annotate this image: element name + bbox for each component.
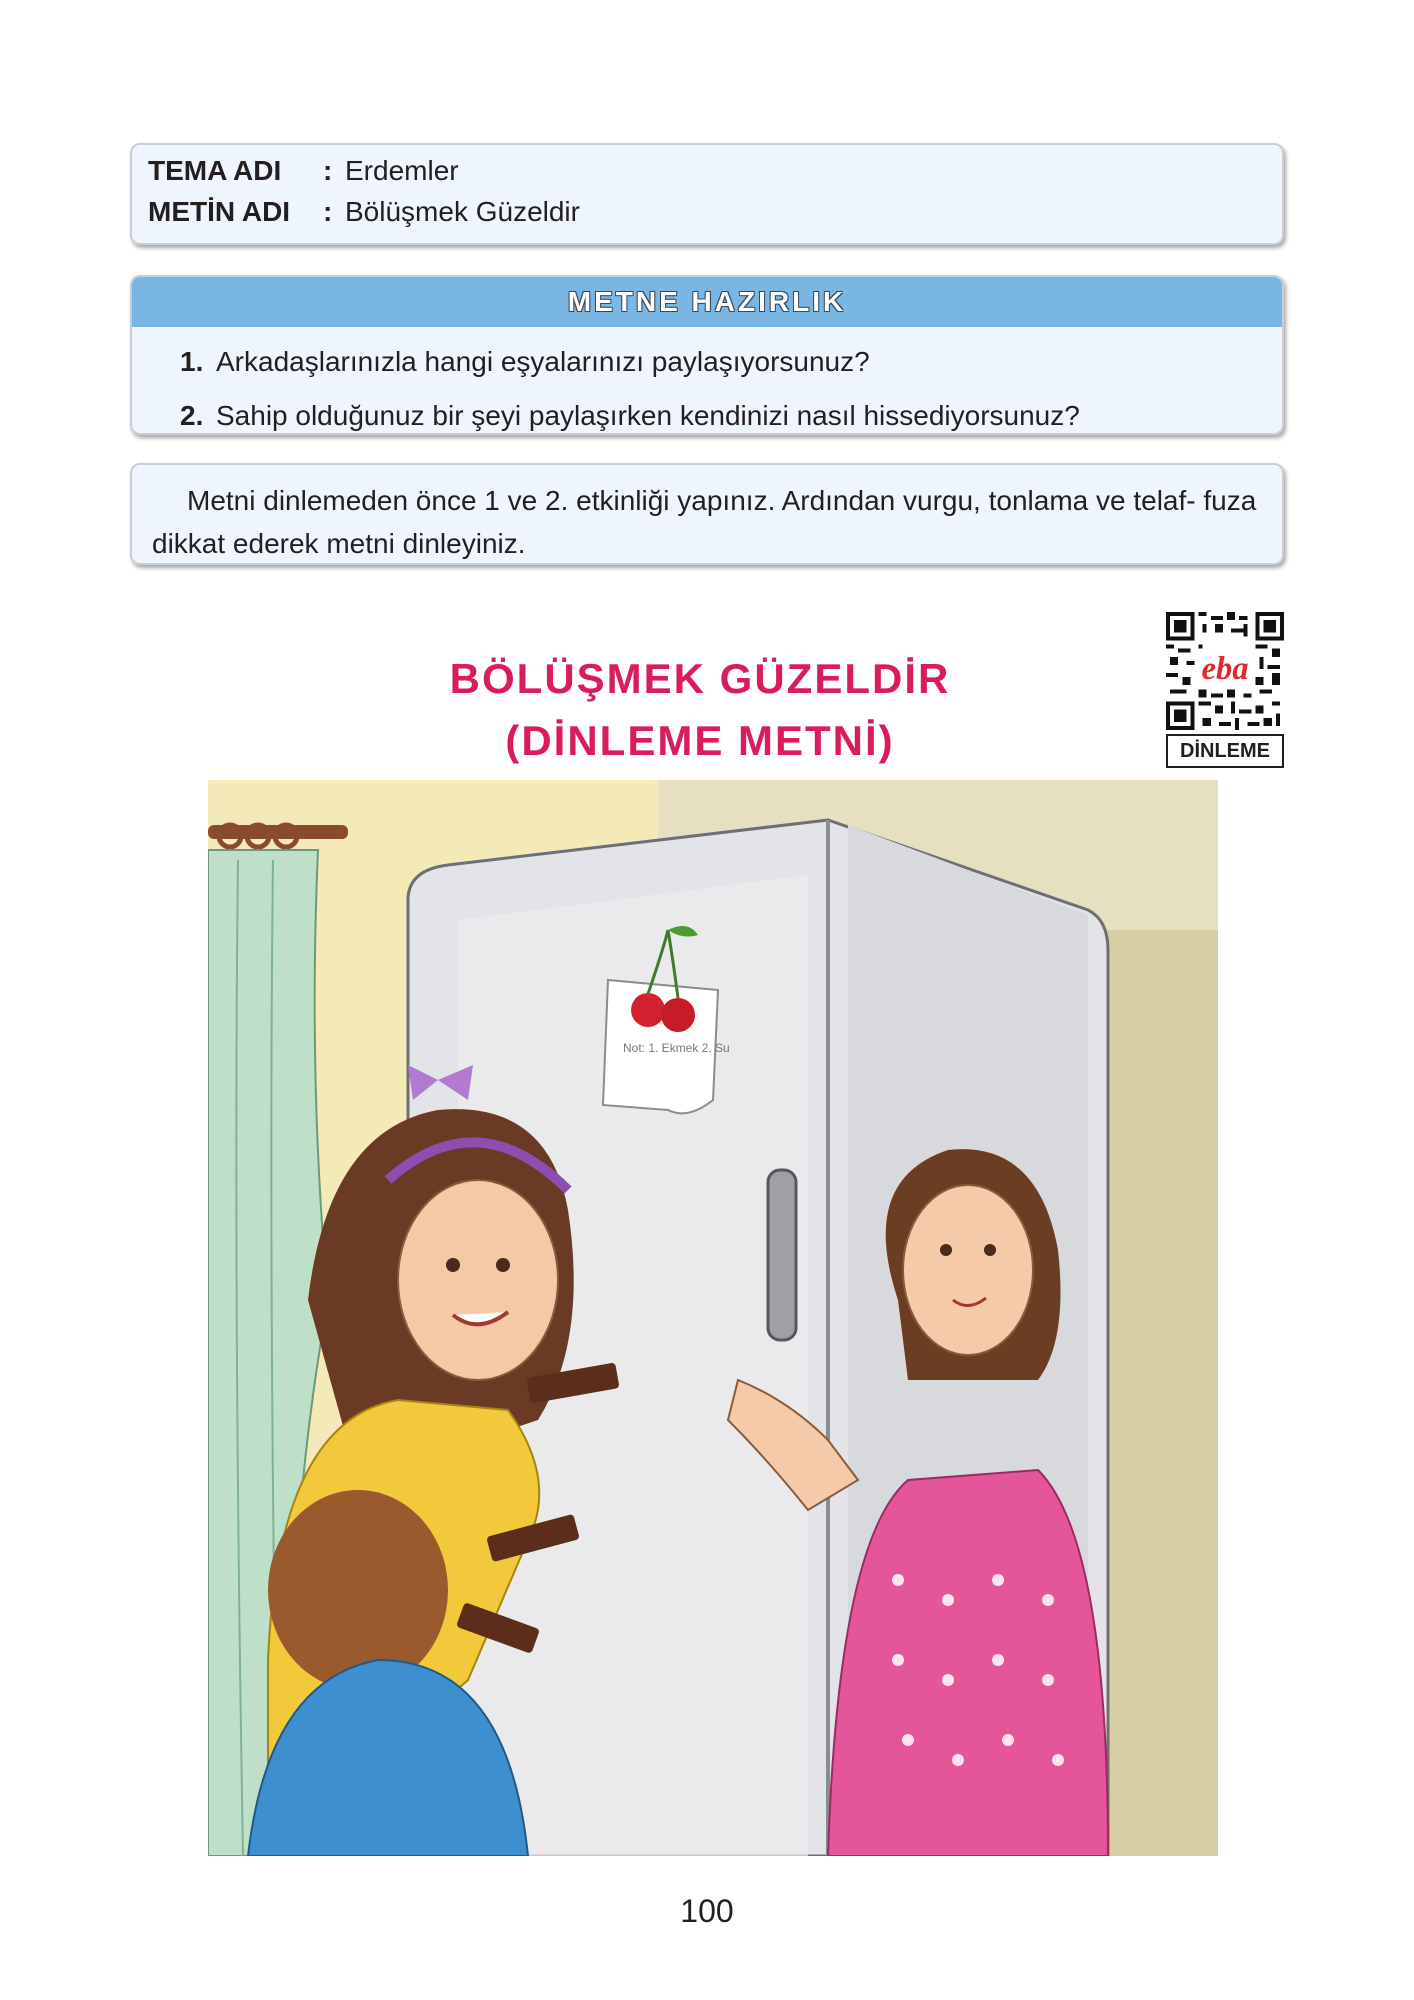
title-line-1: BÖLÜŞMEK GÜZELDİR	[449, 655, 951, 702]
younger-girl-face	[903, 1185, 1033, 1355]
question-item	[180, 389, 1282, 435]
question-number: 2.	[180, 400, 204, 431]
qr-code-block[interactable]	[1166, 612, 1284, 768]
listening-text-title	[420, 648, 980, 772]
theme-row	[148, 155, 1266, 196]
cherry-magnet	[631, 993, 665, 1027]
instruction-box	[130, 463, 1284, 565]
preparation-questions	[132, 327, 1282, 435]
question-item	[180, 335, 1282, 389]
preparation-box	[130, 275, 1284, 435]
illustration-children-sharing-chocolate	[208, 780, 1218, 1856]
eba-logo: eba	[1201, 651, 1249, 688]
instruction-text: Metni dinlemeden önce 1 ve 2. etkinliği yapınız. Ardından vurgu, tonlama ve telaf- fuza dikkat ederek metni dinleyiniz.	[152, 485, 1257, 559]
older-girl-face	[398, 1180, 558, 1380]
text-info-box	[130, 143, 1284, 245]
qr-code-icon[interactable]	[1166, 612, 1284, 730]
boy-hair	[268, 1490, 448, 1690]
text-name-label: METİN ADI	[148, 196, 291, 227]
text-name-row	[148, 196, 1266, 237]
page-number: 100	[680, 1893, 734, 1929]
question-text: Sahip olduğunuz bir şeyi paylaşırken kendinizi nasıl hissediyorsunuz?	[216, 400, 1080, 431]
question-number: 1.	[180, 346, 204, 377]
text-name-separator: :	[323, 196, 333, 227]
theme-value: Erdemler	[345, 155, 459, 186]
fridge-handle	[768, 1170, 796, 1340]
preparation-header: METNE HAZIRLIK	[132, 277, 1282, 327]
title-line-2: (DİNLEME METNİ)	[505, 717, 895, 764]
theme-separator: :	[323, 155, 333, 186]
question-text: Arkadaşlarınızla hangi eşyalarınızı paylaşıyorsunuz?	[216, 346, 870, 377]
theme-label: TEMA ADI	[148, 155, 282, 186]
listening-label: DİNLEME	[1166, 734, 1284, 768]
text-name-value: Bölüşmek Güzeldir	[345, 196, 580, 227]
note-text: Not: 1. Ekmek 2. Su	[623, 1041, 730, 1055]
